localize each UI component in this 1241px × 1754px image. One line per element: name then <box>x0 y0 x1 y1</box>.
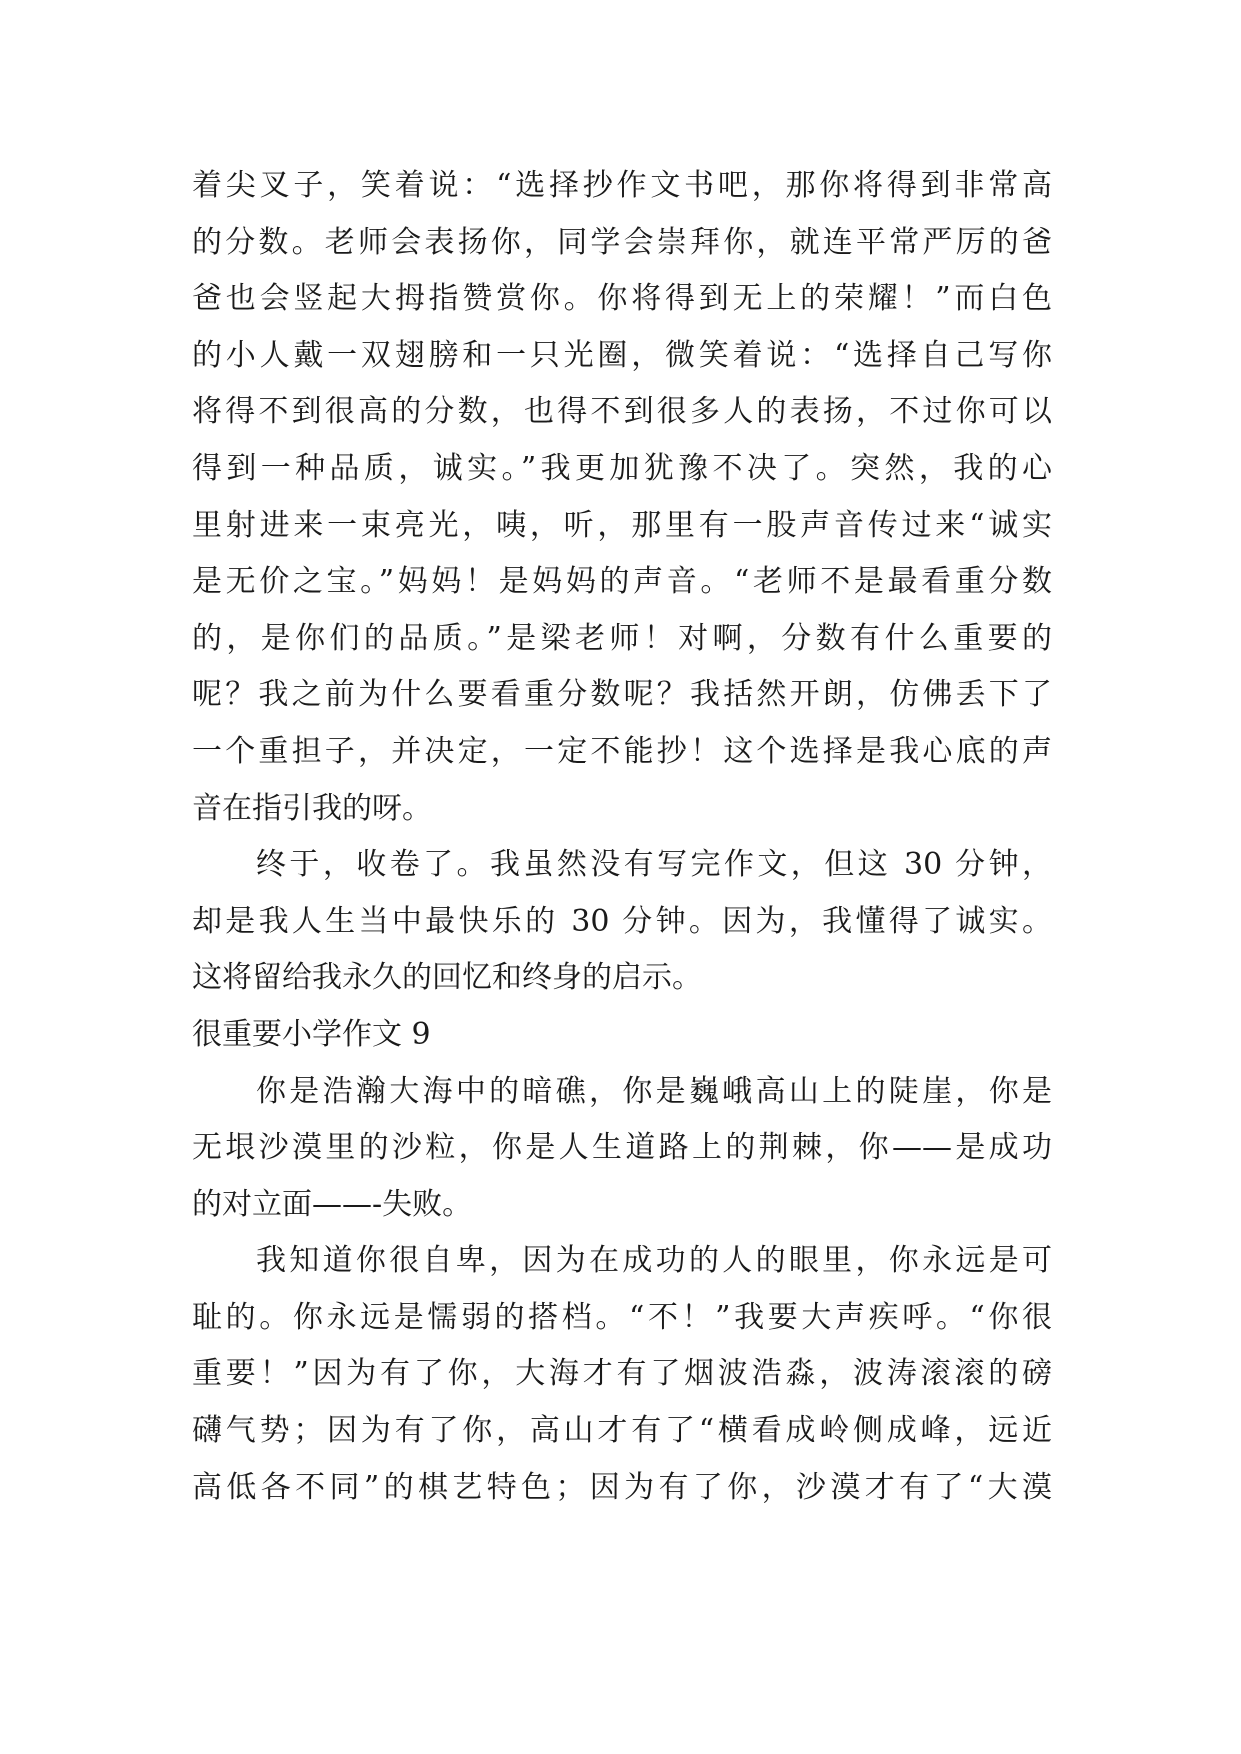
text-line: 重要！”因为有了你，大海才有了烟波浩淼，波涛滚滚的磅 <box>192 1356 1052 1392</box>
text-line: 的，是你们的品质。”是梁老师！对啊，分数有什么重要的 <box>192 620 1052 656</box>
text-line: 一个重担子，并决定，一定不能抄！这个选择是我心底的声 <box>192 733 1052 769</box>
text-line: 里射进来一束亮光，咦，听，那里有一股声音传过来“诚实 <box>192 507 1052 543</box>
text-line: 是无价之宝。”妈妈！是妈妈的声音。“老师不是最看重分数 <box>192 564 1052 600</box>
text-line: 将得不到很高的分数，也得不到很多人的表扬，不过你可以 <box>192 394 1052 430</box>
text-line: 爸也会竖起大拇指赞赏你。你将得到无上的荣耀！”而白色 <box>192 281 1052 317</box>
text-line: 无垠沙漠里的沙粒，你是人生道路上的荆棘，你——是成功 <box>192 1130 1052 1166</box>
text-line: 高低各不同”的棋艺特色；因为有了你，沙漠才有了“大漠 <box>192 1469 1052 1505</box>
text-line: 的分数。老师会表扬你，同学会崇拜你，就连平常严厉的爸 <box>192 224 1052 260</box>
text-line: 呢？我之前为什么要看重分数呢？我括然开朗，仿佛丢下了 <box>192 677 1052 713</box>
text-line: 终于，收卷了。我虽然没有写完作文，但这 30 分钟， <box>256 847 1052 883</box>
document-body <box>192 158 1052 1516</box>
text-line: 这将留给我永久的回忆和终身的启示。 <box>192 960 702 996</box>
text-line: 着尖叉子，笑着说：“选择抄作文书吧，那你将得到非常高 <box>192 168 1052 203</box>
text-line: 耻的。你永远是懦弱的搭档。“不！”我要大声疾呼。“你很 <box>192 1299 1052 1335</box>
text-line: 音在指引我的呀。 <box>192 790 432 826</box>
text-line: 我知道你很自卑，因为在成功的人的眼里，你永远是可 <box>256 1243 1052 1279</box>
text-line: 的小人戴一双翅膀和一只光圈，微笑着说：“选择自己写你 <box>192 337 1052 373</box>
text-line: 礴气势；因为有了你，高山才有了“横看成岭侧成峰，远近 <box>192 1413 1052 1449</box>
text-line: 却是我人生当中最快乐的 30 分钟。因为，我懂得了诚实。 <box>192 903 1052 939</box>
text-line: 很重要小学作文 9 <box>192 1016 431 1052</box>
text-line: 得到一种品质，诚实。”我更加犹豫不决了。突然，我的心 <box>192 450 1052 486</box>
text-line: 的对立面——-失败。 <box>192 1186 473 1222</box>
text-line: 你是浩瀚大海中的暗礁，你是巍峨高山上的陡崖，你是 <box>256 1073 1052 1109</box>
